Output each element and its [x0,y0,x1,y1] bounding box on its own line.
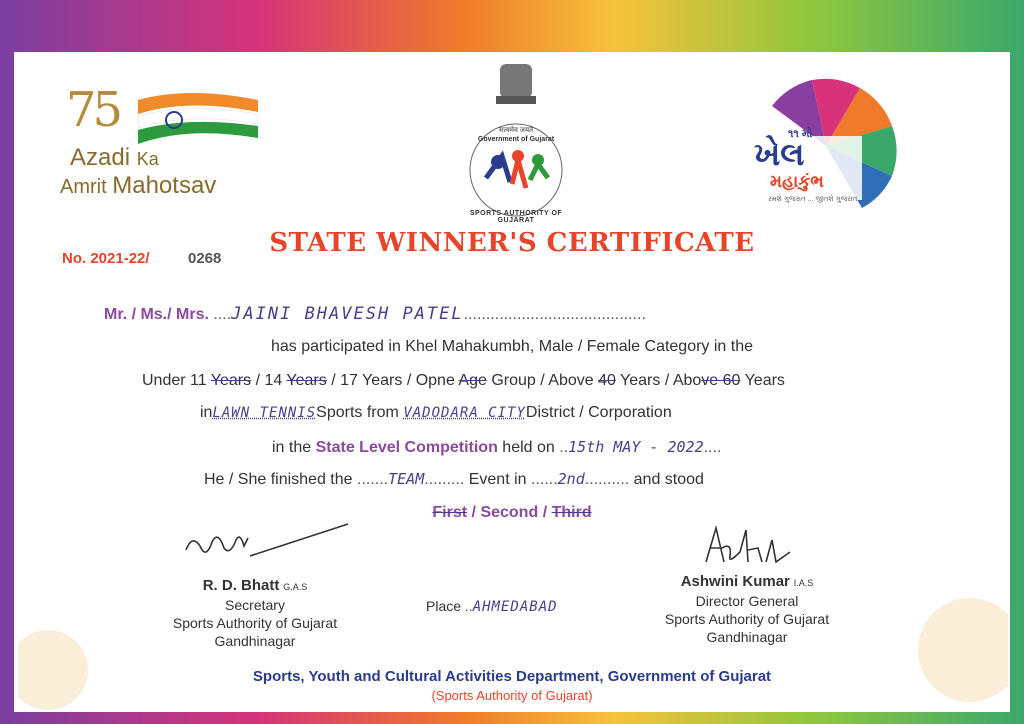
salutation: Mr. / Ms./ Mrs. [104,306,209,323]
age-14: / 14 [255,372,283,389]
place-label: Place [426,598,462,614]
left-signatory-title: Secretary [225,597,285,613]
right-signature-icon [700,522,800,570]
placement-sep1: / [471,504,476,521]
held-on-label: held on [502,439,555,456]
placement-third: Third [551,504,592,521]
footer-department: Sports, Youth and Cultural Activities Department, Government of Gujarat [252,668,772,685]
sports-from-label: Sports from [316,404,399,421]
stood-label: and stood [633,471,704,488]
placement-second: Second [480,504,539,521]
age-rest3: Years / Abo [620,372,702,389]
right-signatory-name: Ashwini Kumar [680,573,790,590]
competition-line: in the State Level Competition held on ..15th MAY - 2022.... [272,438,722,456]
event-in-label: Event in [468,471,527,488]
azadi-logo [60,80,280,210]
age-category-line [142,372,785,390]
sports-authority-emblem [456,60,576,224]
position: 2nd [557,470,585,488]
khel-logo-sub: મહાકુંભ [770,172,824,191]
emblem-gov: Government of Gujarat [477,136,555,143]
district-label: District / Corporation [525,404,672,421]
competition-date: 15th MAY - 2022 [568,438,704,456]
khel-mahakumbh-logo [752,76,900,216]
place-line: Place ..AHMEDABAD [426,598,558,615]
competition-name: State Level Competition [315,439,498,456]
age-11-years: Years [210,372,252,389]
left-signatory-org: Sports Authority of Gujarat [172,615,338,631]
left-signatory-city: Gandhinagar [214,633,296,649]
azadi-logo-line1b: Ka [136,149,159,169]
under-label: Under [142,372,186,389]
certificate-title: STATE WINNER'S CERTIFICATE [269,228,755,258]
placement-sep2: / [542,504,548,521]
khel-logo-main: ખેલ [754,136,805,172]
sport-name: LAWN TENNIS [212,405,317,421]
in-label: in [200,404,213,421]
flag-icon [118,90,268,146]
left-signatory-suffix: G.A.S [283,582,308,592]
decorative-corner-left-icon [18,600,108,710]
participation-line: has participated in Khel Mahakumbh, Male / Female Category in the [270,338,754,355]
sport-line [200,404,672,422]
azadi-logo-number: 75 [66,82,120,138]
khel-logo-top: ૧૧ મો [788,128,813,140]
event-name: TEAM [388,470,425,488]
placement-line [0,504,1024,522]
azadi-logo-line1: Azadi [70,144,131,171]
right-signatory-suffix: I.A.S [793,578,814,588]
footer-subtitle: (Sports Authority of Gujarat) [431,688,593,703]
age-rest2: Group / Above [491,372,594,389]
age-group-age: Age [458,372,487,389]
in-the-label: in the [272,439,312,456]
left-signatory [140,576,370,650]
left-signatory-name: R. D. Bhatt [202,577,280,594]
right-signatory-title: Director General [695,593,799,609]
finished-label: He / She finished the [204,471,353,488]
place-value: AHMEDABAD [472,599,558,615]
result-line: He / She finished the .......TEAM......... Event in ......2nd.......... and stood [204,470,704,488]
decorative-corner-right-icon [900,570,1008,710]
emblem-tagline: सत्यमेव जयते [498,127,534,134]
certificate-number-label: No. 2021-22/ [62,250,150,267]
recipient-name: JAINI BHAVESH PATEL [231,304,464,324]
age-rest4: Years [744,372,785,389]
azadi-logo-line2: Amrit [60,176,107,198]
right-signatory [632,572,862,646]
right-signatory-org: Sports Authority of Gujarat [664,611,830,627]
khel-logo-tagline: રમશે ગુજરાત ... જીતશે ગુજરાત... [768,196,864,203]
azadi-logo-line2b: Mahotsav [112,172,217,199]
emblem-ring-text: SPORTS AUTHORITY OF GUJARAT [469,210,563,224]
name-line: Mr. / Ms./ Mrs. ....JAINI BHAVESH PATEL......................................... [104,304,646,324]
age-14-years: Years [286,372,327,389]
age-rest1: / 17 Years / Opne [331,372,455,389]
age-11: 11 [190,372,207,389]
right-signatory-city: Gandhinagar [706,629,788,645]
age-40: 40 [598,372,616,389]
age-60: ve 60 [701,372,741,389]
placement-first: First [432,504,468,521]
left-signature-icon [178,520,358,570]
district-name: VADODARA CITY [403,405,526,421]
certificate-number: 0268 [188,250,222,267]
